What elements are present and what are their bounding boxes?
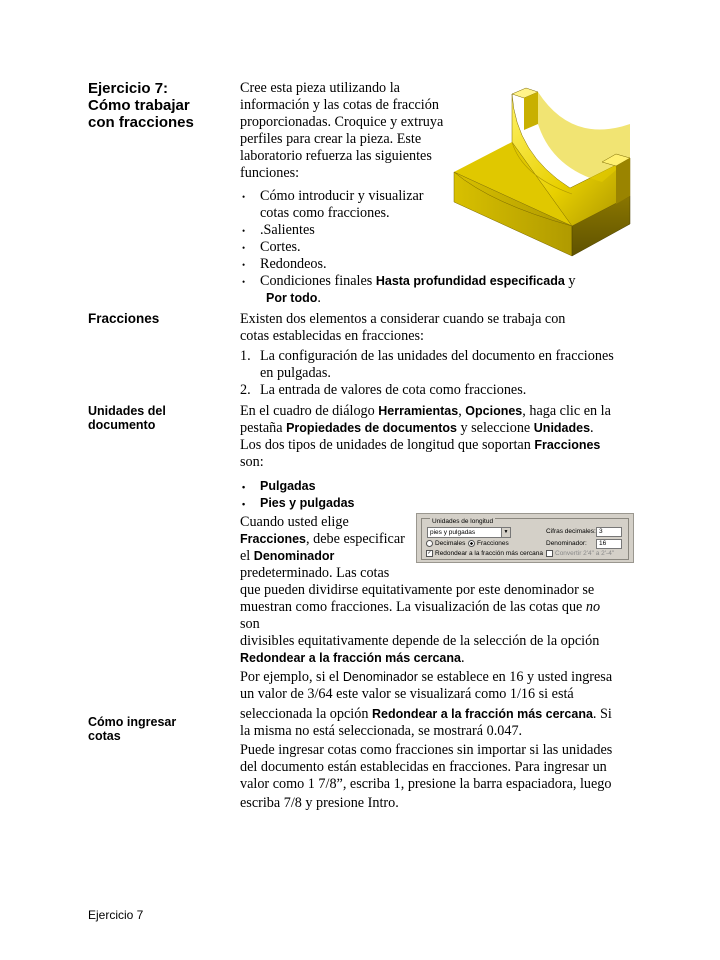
radio-icon: [426, 540, 433, 547]
checkmark-icon: ✓: [427, 550, 432, 556]
group-title: Unidades de longitud: [432, 518, 494, 525]
bold-term: Por todo: [266, 291, 318, 305]
text-line: Existen dos elementos a considerar cuando se trabaja con: [240, 311, 566, 327]
text-line: [240, 437, 632, 454]
heading-line: Unidades del: [88, 404, 166, 418]
list-item: [240, 348, 632, 382]
heading-line: cotas: [88, 729, 121, 743]
select-value: pies y pulgadas: [430, 529, 476, 536]
bold-term: Redondear a la fracción más cercana: [371, 707, 593, 721]
text-line: son: [240, 616, 260, 632]
text-span: , haga clic en la: [522, 403, 611, 419]
ingresar-paragraph: [240, 742, 632, 812]
text-line: proporcionadas. Croquice y extruya: [240, 114, 444, 130]
text-line: perfiles para crear la pieza. Este: [240, 131, 422, 147]
text-line: del documento están establecidas en fracciones. Para ingresar un: [240, 759, 607, 775]
text-span: seleccionada la opción: [240, 706, 372, 722]
title-line: Ejercicio 7:: [88, 80, 169, 97]
step-number: 1.: [240, 348, 251, 364]
radio-fracciones[interactable]: [468, 540, 509, 547]
text-line: [240, 599, 632, 616]
text-line: [240, 706, 632, 723]
text-line: [240, 650, 632, 667]
text-line: [240, 531, 416, 548]
checkbox-label: Redondear a la fracción más cercana: [435, 550, 544, 558]
text-span: . Si: [592, 706, 612, 722]
text-span: se establece en 16 y usted ingresa: [417, 669, 613, 685]
text-line: escriba 7/8 y presione Intro.: [240, 795, 399, 811]
page-footer: Ejercicio 7: [88, 908, 144, 922]
text-line: • Cómo introducir y visualizar: [260, 188, 424, 204]
bold-term: Unidades: [533, 421, 591, 435]
section-heading-fracciones: Fracciones: [88, 311, 160, 326]
bold-term: Denominador: [342, 670, 418, 684]
checkbox-icon: [546, 550, 553, 557]
text-line: información y las cotas de fracción: [240, 97, 439, 113]
text-line: [240, 669, 632, 686]
step-number: 2.: [240, 382, 251, 398]
radio-label: Fracciones: [477, 540, 509, 548]
bold-term: Fracciones: [240, 532, 307, 546]
list-item: • Pies y pulgadas: [240, 495, 632, 512]
text-line: Cree esta pieza utilizando la: [240, 80, 400, 96]
text-line: un valor de 3/64 este valor se visualizará como 1/16 si está: [240, 686, 574, 702]
text-line: en pulgadas.: [260, 365, 331, 381]
bold-term: Opciones: [465, 404, 523, 418]
exercise-title: [88, 80, 218, 131]
spinner-value: 16: [599, 540, 607, 547]
section-heading-ingresar: [88, 715, 208, 743]
text-span: Por ejemplo, si el: [240, 669, 343, 685]
list-item: • Redondeos.: [240, 256, 632, 273]
chevron-down-icon[interactable]: ▼: [501, 528, 510, 537]
text-line: laboratorio refuerza las siguientes: [240, 148, 432, 164]
list-item: • Pulgadas: [240, 478, 632, 495]
text-span: , debe especificar: [306, 531, 405, 547]
cuando-paragraph-top: [240, 514, 416, 582]
bold-term: Propiedades de documentos: [286, 421, 457, 435]
checkbox-label: Convertir 2'4" a 2'-4": [555, 550, 615, 558]
text-span: ,: [458, 403, 466, 419]
bold-term: Hasta profundidad especificada: [375, 274, 565, 288]
cuando-paragraph-bottom: [240, 582, 632, 667]
text-span: .: [590, 420, 594, 436]
section-heading-unidades: [88, 404, 208, 432]
length-types-list: [240, 478, 632, 512]
text-line: la misma no está seleccionada, se mostrará 0.047.: [240, 723, 523, 739]
text-line: [240, 548, 416, 565]
text-line: que pueden dividirse equitativamente por este denominador se: [240, 582, 595, 598]
radio-selected-icon: [468, 540, 475, 547]
text-span: muestran como fracciones. La visualización de las cotas que: [240, 599, 586, 615]
title-line: Cómo trabajar: [88, 97, 190, 114]
list-item: • .Salientes: [240, 222, 632, 239]
text-span: .: [317, 290, 321, 306]
digits-label: Cifras decimales:: [546, 528, 596, 535]
text-line: La entrada de valores de cota como fracciones.: [260, 382, 527, 398]
bold-term: Redondear a la fracción más cercana: [240, 651, 461, 665]
heading-line: Cómo ingresar: [88, 715, 177, 729]
list-item: [240, 382, 632, 399]
text-line: valor como 1 7/8”, escriba 1, presione la barra espaciadora, luego: [240, 776, 612, 792]
convert-checkbox[interactable]: [546, 550, 614, 557]
round-checkbox[interactable]: [426, 550, 543, 557]
text-line: predeterminado. Las cotas: [240, 565, 390, 581]
length-units-dialog: [416, 513, 634, 563]
bold-term: Herramientas: [378, 404, 459, 418]
spinner-value: 3: [599, 528, 603, 535]
text-span: En el cuadro de diálogo: [240, 403, 379, 419]
text-line: Puede ingresar cotas como fracciones sin importar si las unidades: [240, 742, 613, 758]
list-item: [240, 273, 632, 307]
text-line: funciones:: [240, 165, 300, 181]
italic-term: no: [585, 599, 601, 615]
denominator-label: Denominador:: [546, 540, 587, 547]
denominator-spinner[interactable]: [596, 539, 622, 549]
heading-line: documento: [88, 418, 156, 432]
text-line: divisibles equitativamente depende de la selección de la opción: [240, 633, 600, 649]
part-3d-image: [452, 84, 632, 260]
unidades-paragraph: [240, 403, 632, 471]
text-span: el: [240, 548, 254, 564]
text-line: Cuando usted elige: [240, 514, 349, 530]
bold-term: Denominador: [253, 549, 335, 563]
length-units-group: [421, 518, 629, 560]
text-span: pestaña: [240, 420, 287, 436]
text-line: La configuración de las unidades del documento en fracciones: [260, 348, 614, 364]
bold-term: Fracciones: [534, 438, 601, 452]
text-span: y: [564, 273, 576, 289]
radio-decimales[interactable]: [426, 540, 465, 547]
units-select[interactable]: [427, 527, 511, 538]
text-line: son:: [240, 454, 264, 470]
title-line: con fracciones: [88, 114, 194, 131]
fracciones-steps: [240, 348, 632, 399]
radio-label: Decimales: [435, 540, 466, 548]
text-span: y seleccione: [456, 420, 534, 436]
text-span: .: [460, 650, 465, 666]
list-item: • Cortes.: [240, 239, 632, 256]
digits-spinner[interactable]: [596, 527, 622, 537]
fracciones-paragraph: [240, 311, 632, 345]
text-line: cotas como fracciones.: [260, 205, 390, 221]
ejemplo-paragraph: [240, 669, 632, 740]
text-line: [240, 403, 632, 420]
text-line: [240, 420, 632, 437]
text-span: Los dos tipos de unidades de longitud que soportan: [240, 437, 535, 453]
text-span: Condiciones finales: [260, 273, 376, 289]
text-line: cotas establecidas en fracciones:: [240, 328, 424, 344]
